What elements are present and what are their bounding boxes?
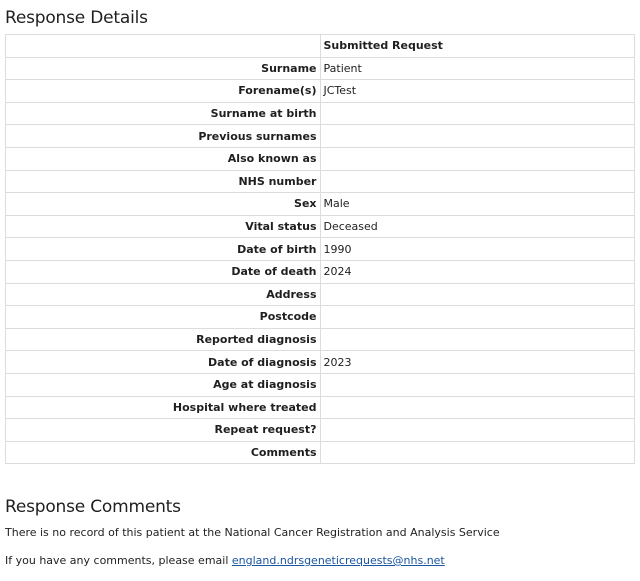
table-row bbox=[6, 102, 635, 125]
row-label: Hospital where treated bbox=[6, 396, 321, 419]
row-label: Age at diagnosis bbox=[6, 373, 321, 396]
row-label: Postcode bbox=[6, 306, 321, 329]
table-row bbox=[6, 215, 635, 238]
row-value: 2024 bbox=[320, 260, 635, 283]
table-row bbox=[6, 306, 635, 329]
response-details-table bbox=[5, 34, 635, 464]
row-value: Male bbox=[320, 193, 635, 216]
row-label: Comments bbox=[6, 441, 321, 464]
row-value: 1990 bbox=[320, 238, 635, 261]
row-value bbox=[320, 396, 635, 419]
row-value bbox=[320, 419, 635, 442]
submitted-request-header: Submitted Request bbox=[320, 35, 635, 58]
row-label: Previous surnames bbox=[6, 125, 321, 148]
row-value bbox=[320, 170, 635, 193]
table-header-label-cell bbox=[6, 35, 321, 58]
table-row bbox=[6, 351, 635, 374]
row-label: Address bbox=[6, 283, 321, 306]
contact-prefix: If you have any comments, please email bbox=[5, 554, 232, 567]
response-comment-text: There is no record of this patient at the National Cancer Registration and Analysis Service bbox=[5, 526, 500, 539]
table-row bbox=[6, 328, 635, 351]
row-label: Surname bbox=[6, 57, 321, 80]
table-row bbox=[6, 80, 635, 103]
table-row bbox=[6, 283, 635, 306]
row-label: Surname at birth bbox=[6, 102, 321, 125]
table-row bbox=[6, 373, 635, 396]
row-label: Reported diagnosis bbox=[6, 328, 321, 351]
row-value bbox=[320, 102, 635, 125]
row-value bbox=[320, 283, 635, 306]
contact-email-link[interactable]: england.ndrsgeneticrequests@nhs.net bbox=[231, 554, 445, 567]
row-value bbox=[320, 306, 635, 329]
row-value bbox=[320, 147, 635, 170]
table-row bbox=[6, 396, 635, 419]
row-label: Forename(s) bbox=[6, 80, 321, 103]
row-value bbox=[320, 441, 635, 464]
response-details-heading: Response Details bbox=[5, 8, 148, 28]
row-value bbox=[320, 125, 635, 148]
row-label: Also known as bbox=[6, 147, 321, 170]
table-row bbox=[6, 170, 635, 193]
table-header-row bbox=[6, 35, 635, 58]
row-value: Deceased bbox=[320, 215, 635, 238]
table-row bbox=[6, 419, 635, 442]
response-comments-heading: Response Comments bbox=[5, 497, 181, 517]
table-row bbox=[6, 441, 635, 464]
table-row bbox=[6, 238, 635, 261]
table-row bbox=[6, 193, 635, 216]
table-row bbox=[6, 147, 635, 170]
row-label: Vital status bbox=[6, 215, 321, 238]
table-row bbox=[6, 125, 635, 148]
row-label: NHS number bbox=[6, 170, 321, 193]
row-label: Sex bbox=[6, 193, 321, 216]
row-label: Repeat request? bbox=[6, 419, 321, 442]
row-value: JCTest bbox=[320, 80, 635, 103]
contact-line bbox=[5, 554, 445, 567]
details-table-body bbox=[6, 57, 635, 464]
row-value bbox=[320, 373, 635, 396]
table-row bbox=[6, 260, 635, 283]
row-value: Patient bbox=[320, 57, 635, 80]
row-label: Date of birth bbox=[6, 238, 321, 261]
table-row bbox=[6, 57, 635, 80]
row-value: 2023 bbox=[320, 351, 635, 374]
row-label: Date of diagnosis bbox=[6, 351, 321, 374]
row-label: Date of death bbox=[6, 260, 321, 283]
row-value bbox=[320, 328, 635, 351]
